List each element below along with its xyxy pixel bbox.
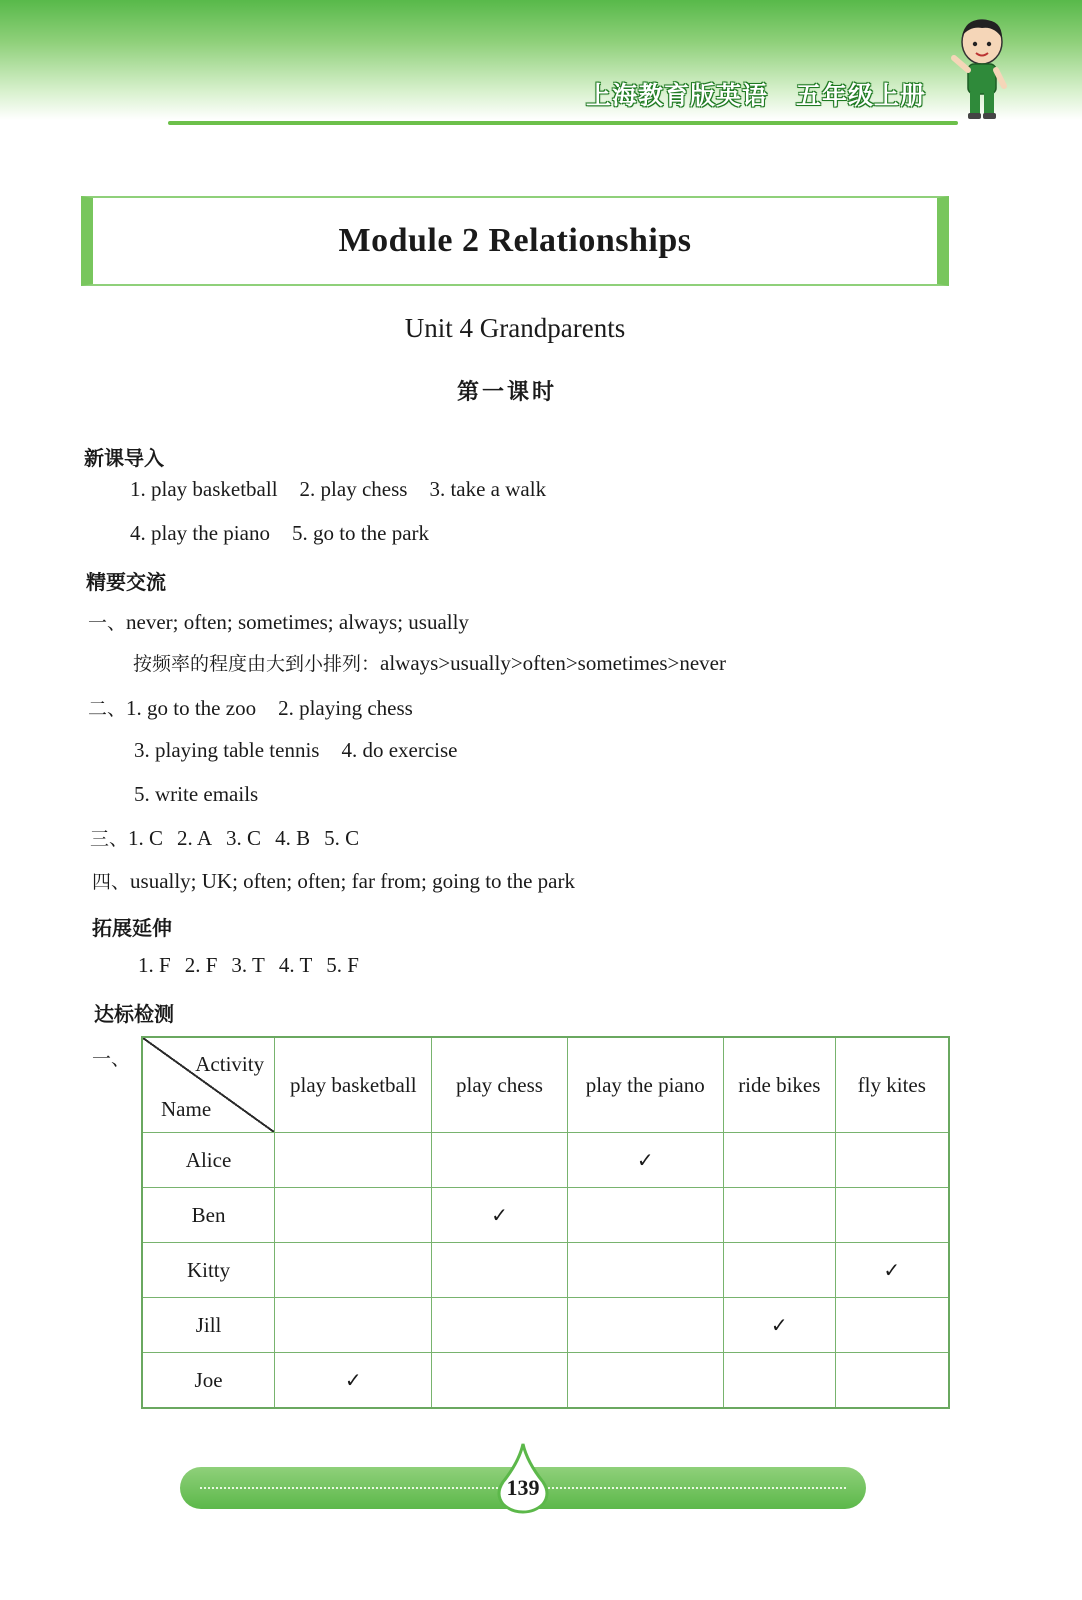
check-cell xyxy=(835,1188,949,1243)
check-cell xyxy=(724,1188,836,1243)
check-cell xyxy=(724,1133,836,1188)
header-grade: 五年级上册 xyxy=(796,81,927,110)
activity-table xyxy=(141,1036,950,1409)
col-header-play-basketball: play basketball xyxy=(275,1037,432,1133)
check-cell xyxy=(432,1188,567,1243)
extend-item-3: 3. T xyxy=(231,953,265,977)
intro-item-1: 1. play basketball xyxy=(130,477,278,501)
check-cell xyxy=(567,1298,724,1353)
header-series: 上海教育版英语 xyxy=(586,81,769,110)
intro-item-4: 4. play the piano xyxy=(130,521,270,545)
q2-item-2: 2. playing chess xyxy=(278,696,413,720)
check-cell xyxy=(724,1298,836,1353)
q3-item-3: 3. C xyxy=(226,826,262,850)
q3-item-5: 5. C xyxy=(324,826,360,850)
extend-answers xyxy=(138,953,359,978)
row-name-alice: Alice xyxy=(142,1133,275,1188)
q3-item-1: 1. C xyxy=(128,826,164,850)
module-banner xyxy=(81,196,949,286)
exchange-q3 xyxy=(90,824,359,851)
exchange-q1 xyxy=(88,608,469,635)
check-cell xyxy=(567,1353,724,1409)
exchange-q2-line-1 xyxy=(88,694,413,721)
intro-item-5: 5. go to the park xyxy=(291,521,430,545)
check-cell xyxy=(724,1243,836,1298)
q3-item-2: 2. A xyxy=(177,826,213,850)
q4-label: 四、 xyxy=(92,871,131,893)
page-number: 139 xyxy=(506,1475,540,1500)
check-cell xyxy=(432,1243,567,1298)
test-q1-label: 一、 xyxy=(92,1048,131,1070)
row-name-jill: Jill xyxy=(142,1298,275,1353)
q2-label: 二、 xyxy=(88,698,127,720)
q1-text: never; often; sometimes; always; usually xyxy=(126,610,469,634)
q1-label: 一、 xyxy=(88,612,127,634)
check-cell xyxy=(432,1353,567,1409)
col-header-play-chess: play chess xyxy=(432,1037,567,1133)
table-row xyxy=(142,1353,949,1409)
table-row xyxy=(142,1243,949,1298)
unit-title: Unit 4 Grandparents xyxy=(404,313,626,343)
exchange-q2-line-3 xyxy=(134,782,258,807)
check-mark: ✓ xyxy=(770,1312,788,1337)
intro-line-2 xyxy=(130,521,429,546)
check-mark: ✓ xyxy=(491,1202,508,1227)
section-intro-heading: 新课导入 xyxy=(84,446,164,470)
col-header-play-piano: play the piano xyxy=(567,1037,724,1133)
section-test-heading: 达标检测 xyxy=(94,1002,174,1026)
q1-order: always>usually>often>sometimes>never xyxy=(380,651,726,675)
check-cell xyxy=(432,1298,567,1353)
row-name-joe: Joe xyxy=(142,1353,275,1409)
intro-line-1 xyxy=(130,477,546,502)
module-title: Module 2 Relationships xyxy=(338,222,692,259)
exchange-q1-order xyxy=(133,649,726,676)
table-row xyxy=(142,1133,949,1188)
check-mark: ✓ xyxy=(636,1147,654,1172)
row-name-kitty: Kitty xyxy=(142,1243,275,1298)
section-exchange-heading: 精要交流 xyxy=(86,570,166,594)
check-cell xyxy=(835,1353,949,1409)
check-cell xyxy=(275,1243,432,1298)
table-row xyxy=(142,1188,949,1243)
extend-item-4: 4. T xyxy=(278,953,313,977)
check-cell xyxy=(835,1133,949,1188)
check-cell xyxy=(275,1298,432,1353)
table-corner-cell xyxy=(142,1037,275,1133)
extend-item-5: 5. F xyxy=(326,953,359,977)
check-cell xyxy=(724,1353,836,1409)
check-mark: ✓ xyxy=(344,1367,362,1392)
extend-item-2: 2. F xyxy=(184,953,218,977)
check-cell xyxy=(275,1353,432,1409)
check-mark: ✓ xyxy=(883,1257,901,1282)
col-header-ride-bikes: ride bikes xyxy=(724,1037,836,1133)
table-header-row xyxy=(142,1037,949,1133)
table-row xyxy=(142,1298,949,1353)
corner-name-label: Name xyxy=(161,1097,212,1121)
check-cell xyxy=(567,1188,724,1243)
q2-item-4: 4. do exercise xyxy=(341,738,458,762)
section-extend-heading: 拓展延伸 xyxy=(92,916,172,940)
header-title xyxy=(586,76,926,112)
check-cell xyxy=(567,1243,724,1298)
col-header-fly-kites: fly kites xyxy=(835,1037,949,1133)
header-divider xyxy=(168,121,958,125)
q2-item-1: 1. go to the zoo xyxy=(126,696,257,720)
check-cell xyxy=(275,1188,432,1243)
extend-item-1: 1. F xyxy=(138,953,171,977)
q2-item-5: 5. write emails xyxy=(134,782,259,806)
row-name-ben: Ben xyxy=(142,1188,275,1243)
q1-order-label: 按频率的程度由大到小排列： xyxy=(133,653,381,675)
q3-label: 三、 xyxy=(90,828,129,850)
exchange-q4 xyxy=(92,867,575,894)
corner-activity-label: Activity xyxy=(195,1052,265,1076)
intro-item-2: 2. play chess xyxy=(299,477,408,501)
lesson-title: 第一课时 xyxy=(456,380,557,405)
q4-text: usually; UK; often; often; far from; going to the park xyxy=(130,869,575,893)
check-cell xyxy=(835,1243,949,1298)
q2-item-3: 3. playing table tennis xyxy=(134,738,320,762)
q3-item-4: 4. B xyxy=(275,826,311,850)
intro-item-3: 3. take a walk xyxy=(429,477,547,501)
check-cell xyxy=(275,1133,432,1188)
check-cell xyxy=(835,1298,949,1353)
check-cell xyxy=(432,1133,567,1188)
exchange-q2-line-2 xyxy=(134,738,458,763)
mascot-boy-illustration xyxy=(944,14,1018,122)
check-cell xyxy=(567,1133,724,1188)
